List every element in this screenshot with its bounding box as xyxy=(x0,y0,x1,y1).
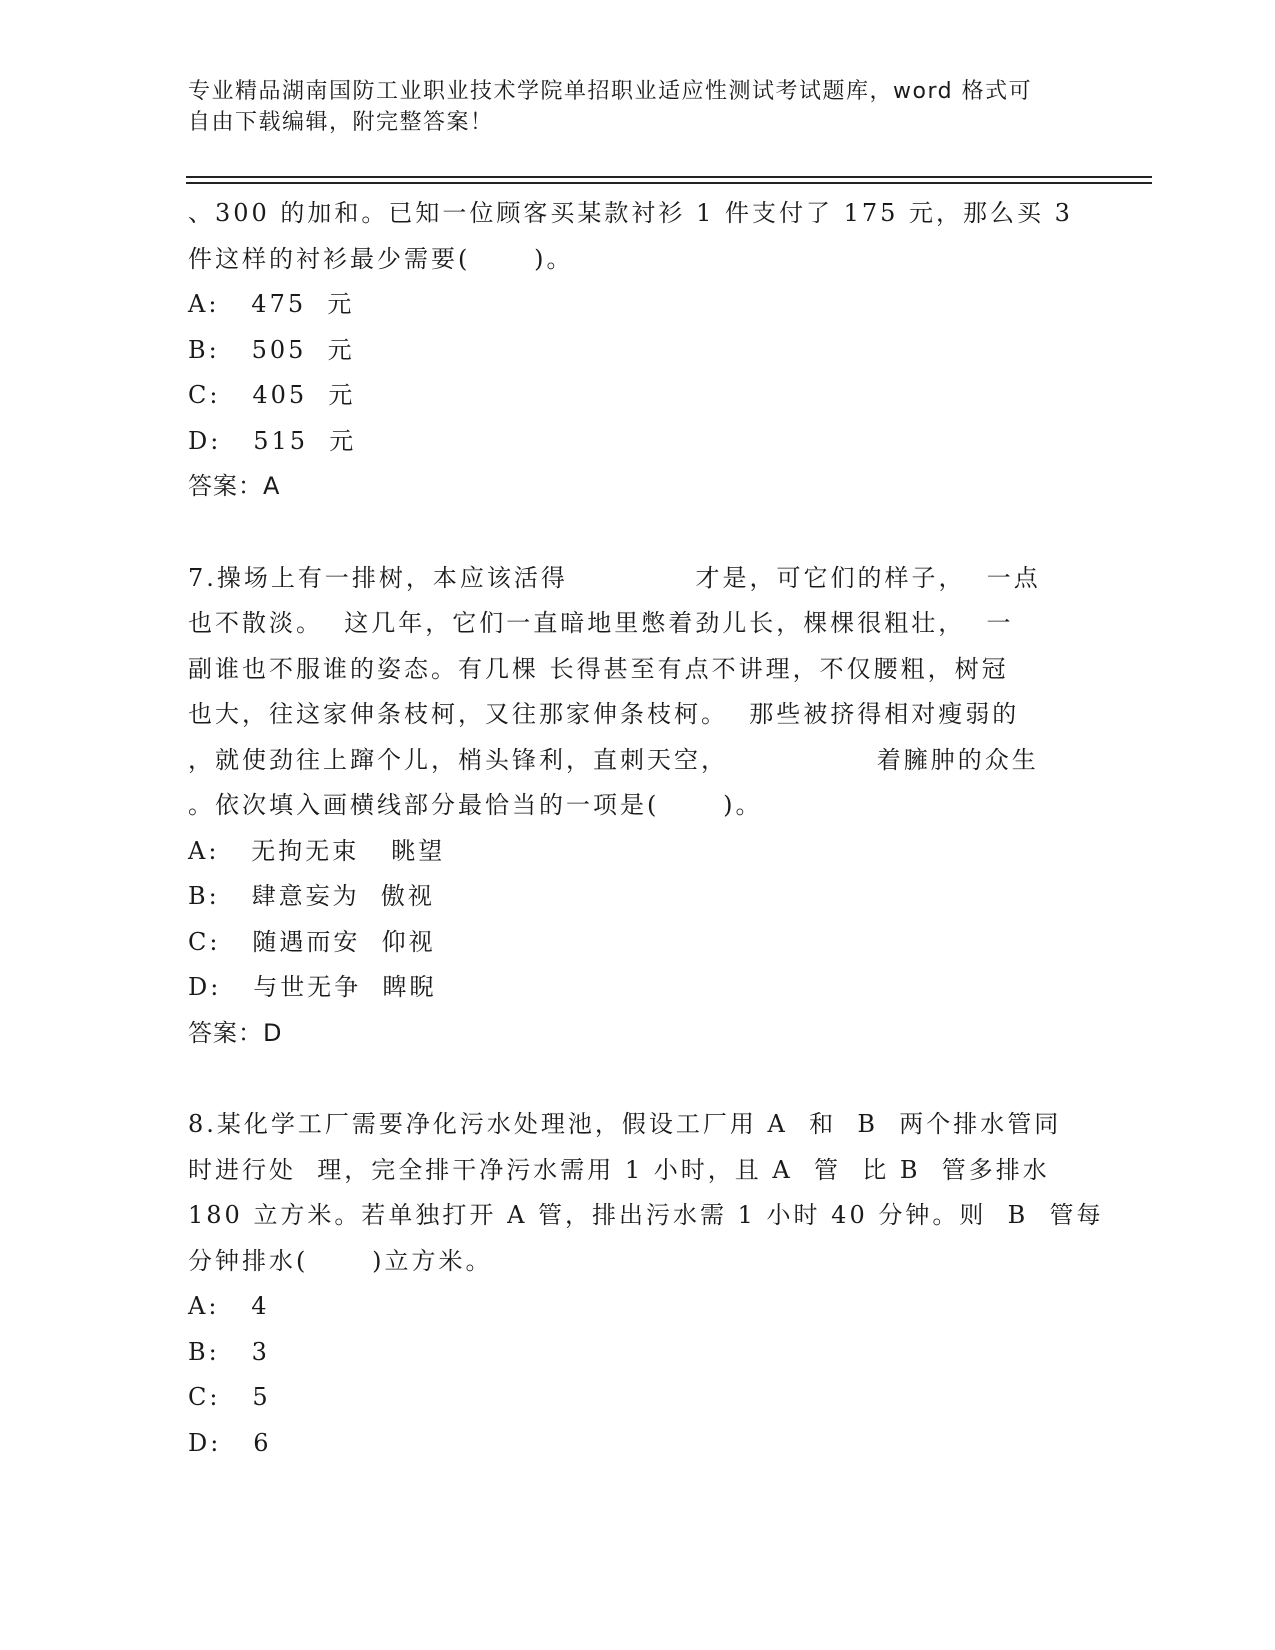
question-7-answer: 答案：D xyxy=(188,1018,283,1047)
question-6-option-c: C: 405 元 xyxy=(188,381,356,409)
question-6-option-b: B: 505 元 xyxy=(188,335,355,364)
question-8-option-a: A: 4 xyxy=(188,1292,270,1320)
question-7-option-b: B: 肆意妄为 傲视 xyxy=(188,882,435,910)
question-7-option-a: A: 无拘无束 眺望 xyxy=(188,836,446,865)
question-6-stem-line-1: 、300 的加和。已知一位顾客买某款衬衫 1 件支付了 175 元，那么买 3 xyxy=(188,199,1073,227)
question-7 xyxy=(188,556,1088,1057)
question-6-option-a: A: 475 元 xyxy=(188,290,355,318)
question-7-stem-line-4: 也大，往这家伸条枝柯，又往那家伸条枝柯。 那些被挤得相对瘦弱的 xyxy=(188,700,1020,728)
question-7-stem-line-1: 7.操场上有一排树，本应该活得 才是，可它们的样子， 一点 xyxy=(188,563,1041,592)
question-8-option-c: C: 5 xyxy=(188,1383,271,1411)
question-8-option-b: B: 3 xyxy=(188,1337,270,1366)
question-spacer xyxy=(188,510,1088,556)
page-header xyxy=(188,76,1068,138)
question-7-stem-line-3: 副谁也不服谁的姿态。有几棵 长得甚至有点不讲理，不仅腰粗，树冠 xyxy=(188,654,1009,683)
question-8-stem-line-1: 8.某化学工厂需要净化污水处理池，假设工厂用 A 和 B 两个排水管同 xyxy=(188,1110,1062,1138)
header-line-2: 自由下载编辑，附完整答案！ xyxy=(188,110,494,135)
question-content xyxy=(188,191,1104,1466)
header-divider-top xyxy=(186,176,1152,178)
question-8-stem-line-4: 分钟排水( )立方米。 xyxy=(188,1246,493,1275)
question-7-stem-line-2: 也不散淡。 这几年，它们一直暗地里憋着劲儿长，棵棵很粗壮， 一 xyxy=(188,609,1014,637)
question-6-stem-line-2: 件这样的衬衫最少需要( )。 xyxy=(188,244,574,273)
header-line-1: 专业精品湖南国防工业职业技术学院单招职业适应性测试考试题库，word 格式可 xyxy=(188,79,1033,104)
question-8-option-d: D: 6 xyxy=(188,1428,272,1457)
question-7-option-d: D: 与世无争 睥睨 xyxy=(188,973,437,1001)
question-8 xyxy=(188,1102,1104,1466)
question-6-option-d: D: 515 元 xyxy=(188,426,357,455)
header-divider-bottom xyxy=(186,182,1152,184)
question-8-stem-line-3: 180 立方米。若单独打开 A 管，排出污水需 1 小时 40 分钟。则 B 管每 xyxy=(188,1201,1104,1229)
question-6 xyxy=(188,191,1088,510)
question-8-stem-line-2: 时进行处 理，完全排干净污水需用 1 小时，且 A 管 比 B 管多排水 xyxy=(188,1155,1050,1184)
question-7-stem-line-5: ，就使劲往上蹿个儿，梢头锋利，直刺天空， 着臃肿的众生 xyxy=(188,745,1039,774)
question-6-answer: 答案：A xyxy=(188,472,281,500)
question-7-stem-line-6: 。依次填入画横线部分最恰当的一项是( )。 xyxy=(188,791,763,819)
question-7-option-c: C: 随遇而安 仰视 xyxy=(188,927,436,956)
question-spacer xyxy=(188,1056,1088,1102)
